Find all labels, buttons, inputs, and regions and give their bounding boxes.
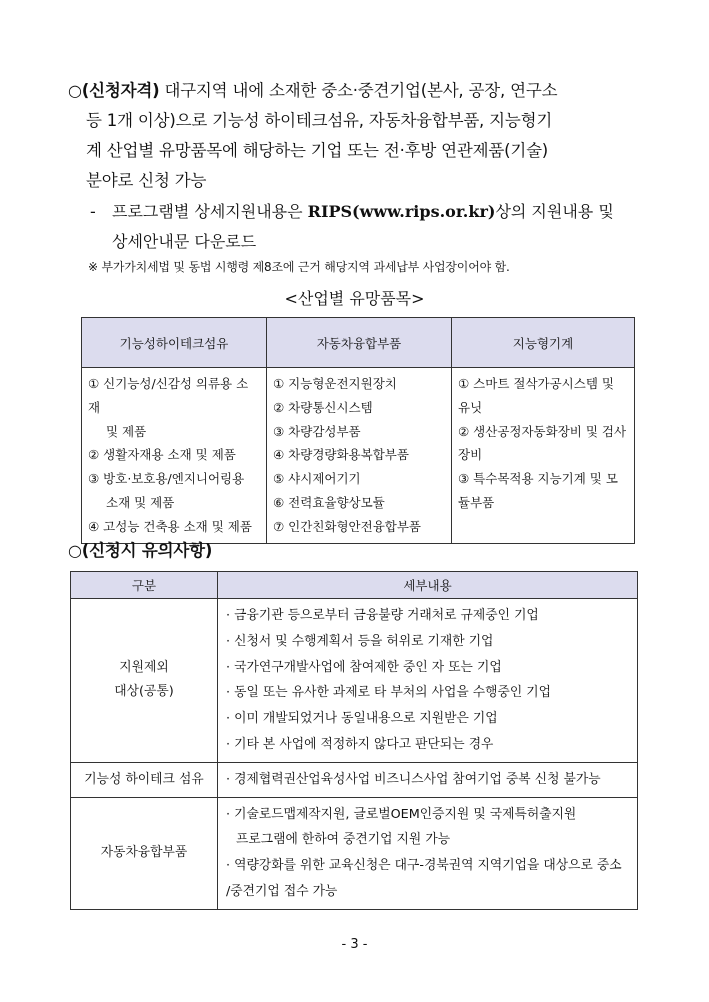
table1-cell-machine	[452, 368, 635, 544]
table1-cell-auto	[267, 368, 452, 544]
list-item: · 경제협력권산업육성사업 비즈니스사업 참여기업 중복 신청 불가능	[226, 771, 601, 787]
list-item: ④ 고성능 건축용 소재 및 제품	[88, 518, 252, 534]
row-details-excluded	[218, 599, 638, 763]
row-details-textile	[218, 762, 638, 797]
row-details-auto	[218, 797, 638, 909]
row-label-line: 지원제외	[119, 660, 169, 676]
list-item: 프로그램에 한하여 중견기업 지원 가능	[236, 832, 451, 848]
dash-bullet: -	[90, 202, 96, 221]
program-note	[90, 197, 650, 257]
row-label-excluded	[71, 599, 218, 763]
precautions-heading: (신청시 유의사항)	[81, 541, 213, 560]
list-item: ① 신기능성/신감성 의류용 소재	[88, 376, 249, 415]
list-item: · 기술로드맵제작지원, 글로벌OEM인증지원 및 국제특허출지원	[226, 806, 577, 822]
list-item: · 동일 또는 유사한 과제로 타 부처의 사업을 수행중인 기업	[226, 685, 551, 701]
list-item: ⑤ 샤시제어기기	[273, 471, 361, 487]
list-item: ① 지능형운전지원장치	[273, 376, 397, 391]
table1-header-machine: 지능형기계	[452, 318, 635, 368]
list-item: ③ 특수목적용 지능기계 및 모듈부품	[458, 471, 618, 510]
eligibility-section	[68, 76, 648, 196]
list-item: ⑦ 인간친화형안전융합부품	[273, 518, 422, 534]
list-item: ③ 차량감성부품	[273, 423, 361, 439]
list-item: /중견기업 접수 가능	[226, 883, 338, 899]
precautions-table	[70, 571, 638, 910]
circle-bullet-icon: ○	[68, 541, 82, 560]
list-item: ⑥ 전력효율향상모듈	[273, 494, 385, 510]
rips-link[interactable]: RIPS(www.rips.or.kr)	[307, 202, 496, 221]
table1-cell-textile	[82, 368, 267, 544]
list-item: ② 차량통신시스템	[273, 399, 373, 415]
circle-bullet-icon: ○	[68, 81, 82, 100]
row-label-textile: 기능성 하이테크 섬유	[71, 762, 218, 797]
precautions-section	[68, 536, 648, 566]
eligibility-text-1: 대구지역 내에 소재한 중소·중견기업(본사, 공장, 연구소	[164, 81, 558, 100]
list-item: ② 생활자재용 소재 및 제품	[88, 447, 236, 463]
industry-products-table	[81, 317, 635, 544]
eligibility-text-3: 계 산업별 유망품목에 해당하는 기업 또는 전·후방 연관제품(기술)	[86, 141, 549, 160]
list-item: · 국가연구개발사업에 참여제한 중인 자 또는 기업	[226, 659, 502, 675]
list-item: ③ 방호·보호용/엔지니어링용	[88, 471, 245, 487]
list-item: · 금융기관 등으로부터 금융불량 거래처로 규제중인 기업	[226, 608, 539, 623]
list-item: · 이미 개발되었거나 동일내용으로 지원받은 기업	[226, 711, 498, 727]
table-row	[71, 599, 638, 763]
table-row	[71, 762, 638, 797]
table1-caption: <산업별 유망품목>	[284, 289, 425, 308]
page-number: - 3 -	[341, 937, 368, 952]
eligibility-text-4: 분야로 신청 가능	[86, 171, 207, 190]
list-item: · 역량강화를 위한 교육신청은 대구-경북권역 지역기업을 대상으로 중소	[226, 858, 622, 874]
table2-header-details: 세부내용	[218, 572, 638, 599]
eligibility-line-1	[68, 76, 648, 106]
list-item: ① 스마트 절삭가공시스템 및 유닛	[458, 376, 614, 415]
row-label-auto: 자동차융합부품	[71, 797, 218, 909]
table1-header-textile: 기능성하이테크섬유	[82, 318, 267, 368]
program-note-before: 프로그램별 상세지원내용은	[112, 202, 303, 221]
list-item: ④ 차량경량화용복합부품	[273, 447, 409, 463]
table1-header-auto: 자동차융합부품	[267, 318, 452, 368]
program-note-line2: 상세안내문 다운로드	[112, 232, 257, 251]
eligibility-text-2: 등 1개 이상)으로 기능성 하이테크섬유, 자동차융합부품, 지능형기	[86, 111, 553, 130]
program-note-after: 상의 지원내용 및	[495, 202, 614, 221]
list-item: 및 제품	[106, 423, 147, 439]
table-row	[71, 797, 638, 909]
list-item: · 신청서 및 수행계획서 등을 허위로 기재한 기업	[226, 633, 494, 649]
list-item: 소재 및 제품	[106, 494, 175, 510]
list-item: ② 생산공정자동화장비 및 검사장비	[458, 423, 627, 463]
row-label-line: 대상(공통)	[114, 684, 174, 700]
list-item: · 기타 본 사업에 적정하지 않다고 판단되는 경우	[226, 736, 494, 752]
table2-header-category: 구분	[71, 572, 218, 599]
tax-note: ※ 부가가치세법 및 동법 시행령 제8조에 근거 해당지역 과세납부 사업장이어야 함.	[88, 260, 510, 274]
eligibility-heading: (신청자격)	[81, 81, 160, 100]
